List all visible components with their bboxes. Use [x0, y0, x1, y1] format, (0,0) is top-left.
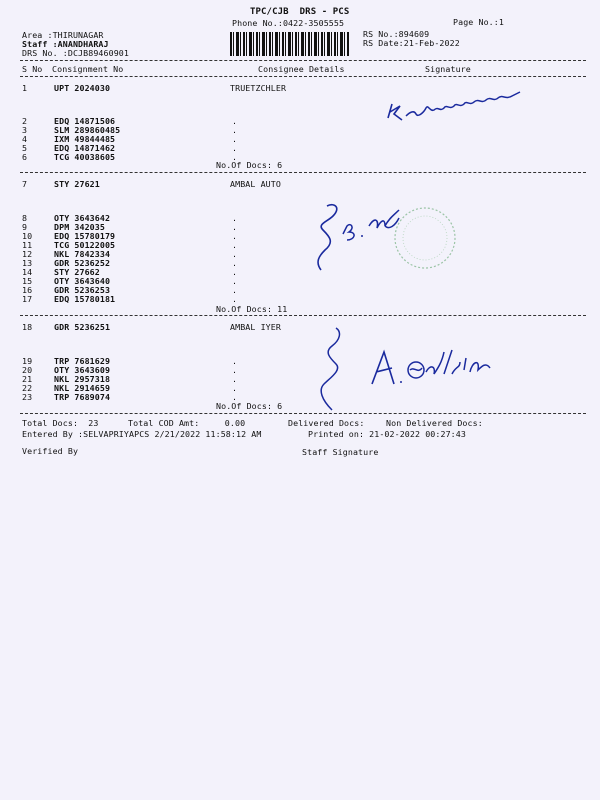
row-sno: 3 — [22, 125, 28, 135]
row-dot: . — [232, 374, 238, 384]
row-dot: . — [232, 258, 238, 268]
row-sno: 15 — [22, 276, 33, 286]
staff-label: Staff :ANANDHARAJ — [22, 39, 109, 49]
total-docs: Total Docs: 23 — [22, 418, 99, 428]
signature-1 — [380, 82, 530, 126]
row-dot: . — [232, 222, 238, 232]
row-consignment: NKL 7842334 — [54, 249, 111, 259]
total-cod-amount: Total COD Amt: 0.00 — [128, 418, 246, 428]
row-consignment: OTY 3643609 — [54, 365, 111, 375]
row-dot: . — [232, 143, 238, 153]
row-sno: 10 — [22, 231, 33, 241]
row-consignment: TCG 40038605 — [54, 152, 116, 162]
col-consignment: Consignment No — [52, 64, 124, 74]
group-divider — [20, 315, 586, 316]
group-doc-count: No.Of Docs: 6 — [216, 401, 283, 411]
staff-signature: Staff Signature — [302, 447, 379, 457]
row-sno: 16 — [22, 285, 33, 295]
row-consignment: NKL 2914659 — [54, 383, 111, 393]
row-consignment: GDR 5236253 — [54, 285, 111, 295]
row-sno: 12 — [22, 249, 33, 259]
rs-number: RS No.:894609 — [363, 29, 430, 39]
row-consignment: STY 27621 — [54, 179, 100, 189]
row-consignment: SLM 289860485 — [54, 125, 121, 135]
row-sno: 23 — [22, 392, 33, 402]
row-consignment: TRP 7681629 — [54, 356, 111, 366]
row-sno: 1 — [22, 83, 28, 93]
col-signature: Signature — [425, 64, 471, 74]
row-consignee: TRUETZCHLER — [230, 83, 287, 93]
row-consignment: EDQ 15780181 — [54, 294, 116, 304]
row-consignment: UPT 2024030 — [54, 83, 111, 93]
report-title: TPC/CJB DRS - PCS — [250, 7, 350, 17]
row-sno: 9 — [22, 222, 28, 232]
row-dot: . — [232, 356, 238, 366]
row-dot: . — [232, 231, 238, 241]
row-consignment: NKL 2957318 — [54, 374, 111, 384]
row-dot: . — [232, 294, 238, 304]
row-sno: 18 — [22, 322, 33, 332]
row-consignment: IXM 49844485 — [54, 134, 116, 144]
row-sno: 20 — [22, 365, 33, 375]
columns-divider — [20, 76, 586, 77]
group-doc-count: No.Of Docs: 6 — [216, 160, 283, 170]
col-consignee: Consignee Details — [258, 64, 345, 74]
row-sno: 22 — [22, 383, 33, 393]
row-sno: 19 — [22, 356, 33, 366]
row-sno: 7 — [22, 179, 28, 189]
row-consignment: EDQ 14871506 — [54, 116, 116, 126]
entered-by: Entered By :SELVAPRIYAPCS 2/21/2022 11:58:12 AM — [22, 429, 262, 439]
verified-by: Verified By — [22, 446, 79, 456]
row-sno: 14 — [22, 267, 33, 277]
row-dot: . — [232, 267, 238, 277]
row-dot: . — [232, 240, 238, 250]
row-sno: 17 — [22, 294, 33, 304]
phone-number: Phone No.:0422-3505555 — [232, 18, 345, 28]
row-dot: . — [232, 285, 238, 295]
row-dot: . — [232, 249, 238, 259]
row-sno: 8 — [22, 213, 28, 223]
row-consignment: DPM 342035 — [54, 222, 105, 232]
drs-number: DRS No. :DCJB89460901 — [22, 48, 129, 58]
row-sno: 2 — [22, 116, 28, 126]
delivered-docs: Delivered Docs: — [288, 418, 365, 428]
row-consignment: OTY 3643642 — [54, 213, 111, 223]
row-consignment: GDR 5236251 — [54, 322, 111, 332]
row-sno: 4 — [22, 134, 28, 144]
barcode — [230, 32, 350, 56]
row-dot: . — [232, 392, 238, 402]
row-consignee: AMBAL IYER — [230, 322, 281, 332]
row-dot: . — [232, 125, 238, 135]
row-consignment: TCG 50122005 — [54, 240, 116, 250]
row-dot: . — [232, 383, 238, 393]
row-consignment: OTY 3643640 — [54, 276, 111, 286]
row-sno: 11 — [22, 240, 33, 250]
row-consignment: TRP 7689074 — [54, 392, 111, 402]
row-sno: 6 — [22, 152, 28, 162]
non-delivered-docs: Non Delivered Docs: — [386, 418, 483, 428]
row-consignment: GDR 5236252 — [54, 258, 111, 268]
group-divider — [20, 172, 586, 173]
rs-date: RS Date:21-Feb-2022 — [363, 38, 460, 48]
row-consignment: STY 27662 — [54, 267, 100, 277]
group-doc-count: No.Of Docs: 11 — [216, 304, 288, 314]
page-number: Page No.:1 — [453, 17, 504, 27]
row-consignment: EDQ 14871462 — [54, 143, 116, 153]
area-label: Area :THIRUNAGAR — [22, 30, 104, 40]
row-dot: . — [232, 365, 238, 375]
col-sno: S No — [22, 64, 43, 74]
row-sno: 13 — [22, 258, 33, 268]
row-sno: 5 — [22, 143, 28, 153]
row-dot: . — [232, 213, 238, 223]
row-dot: . — [232, 276, 238, 286]
header-divider — [20, 60, 586, 61]
row-consignee: AMBAL AUTO — [230, 179, 281, 189]
row-consignment: EDQ 15780179 — [54, 231, 116, 241]
row-dot: . — [232, 116, 238, 126]
signature-3 — [310, 322, 510, 414]
row-dot: . — [232, 134, 238, 144]
row-dot: . — [232, 152, 238, 162]
signature-2 — [305, 196, 465, 286]
printed-on: Printed on: 21-02-2022 00:27:43 — [308, 429, 466, 439]
row-sno: 21 — [22, 374, 33, 384]
